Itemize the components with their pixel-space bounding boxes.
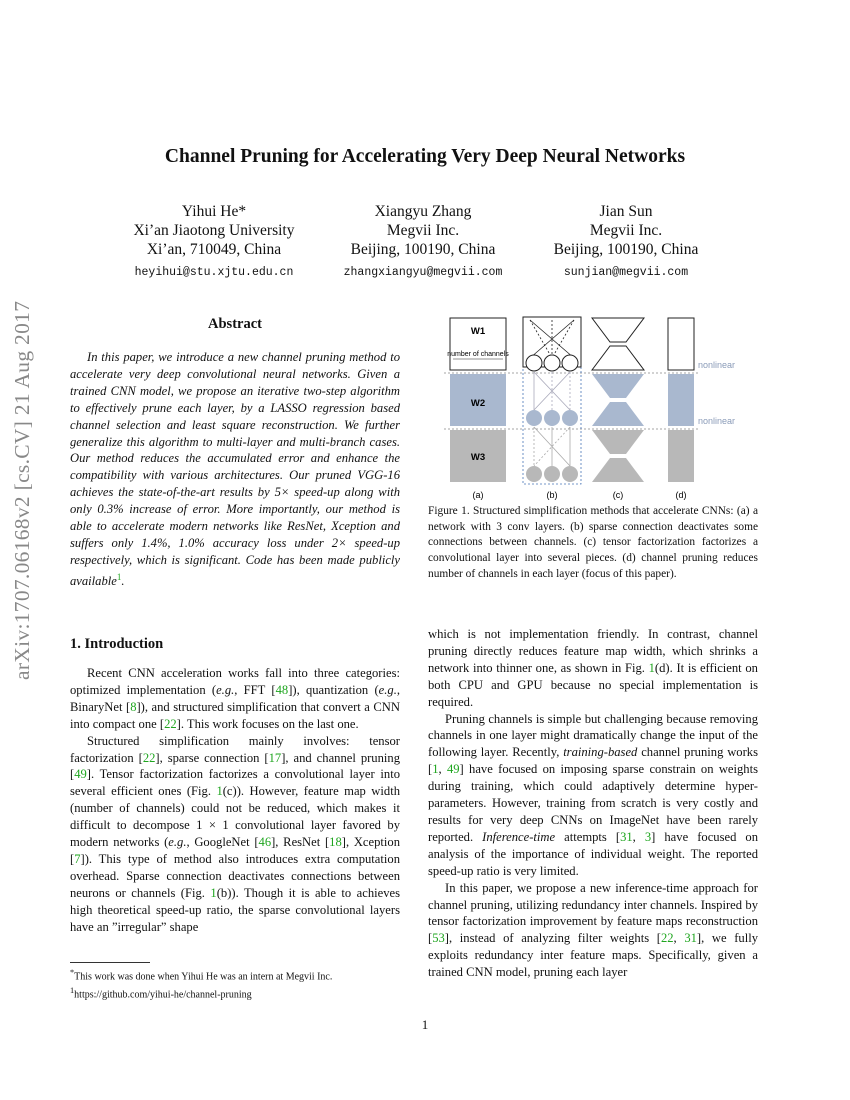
text: (c)). However, feature map width (number of channels) could not be reduced, which makes it difficult to decompose 1 × 1 convolutional layer favored by modern networks (: [70, 784, 400, 850]
text: (d). It is efficient on both CPU and GPU because no special implementation is required.: [428, 660, 758, 709]
citation-link[interactable]: 7: [74, 851, 81, 866]
connection: [530, 320, 552, 358]
subfig-label: (a): [472, 490, 484, 500]
figure-link[interactable]: 1: [648, 660, 655, 675]
citation-link[interactable]: 48: [275, 682, 289, 697]
text: , GoogleNet [: [186, 835, 259, 850]
neuron: [544, 466, 560, 482]
channel-pruning: [668, 318, 694, 482]
paragraph: [70, 733, 400, 936]
neuron: [526, 355, 542, 371]
author-name: Jian Sun: [599, 203, 653, 220]
subfig-label: (d): [675, 490, 687, 500]
figure-link[interactable]: 1: [210, 885, 217, 900]
factor-piece: [592, 402, 644, 426]
text: ,: [632, 829, 645, 844]
nonlinear-label: nonlinear: [698, 360, 736, 370]
factor-piece: [592, 346, 644, 370]
factor-piece: [592, 374, 644, 398]
text: ], instead of analyzing filter weights [: [444, 931, 661, 946]
layer-w3-label: W3: [470, 452, 486, 463]
subfig-label: (c): [612, 490, 624, 500]
text: ]. Tensor factorization factorizes a convolutional layer into several efficient ones (Fig.: [70, 767, 400, 799]
citation-link[interactable]: 49: [446, 762, 460, 777]
abstract-period: .: [121, 573, 125, 588]
citation-link[interactable]: 22: [142, 750, 156, 765]
footnote-ref[interactable]: 1: [116, 571, 122, 582]
abstract-text: In this paper, we introduce a new channel pruning method to accelerate very deep convolutional neural networks. Given a trained CNN model, we propose an iterative two-step algorithm to effectively prune each layer, by a LASSO regression based channel selection and least square reconstruction. We further generalize this algorithm to multi-layer and multi-branch cases. Our method reduces the accumulated error and enhance the compatibility with various architectures. Our pruned VGG-16 achieves the state-of-the-art results by 5× speed-up along with only 0.3% increase of error. More importantly, our method is able to accelerate modern networks like ResNet, Xception and suffers only 1.4%, 1.0% accuracy loss under 2× speed-up respectively, which is significant. Code has been made publicly available: [70, 350, 400, 588]
abstract-heading: Abstract: [208, 316, 262, 332]
citation-link[interactable]: 18: [329, 835, 342, 850]
channels-label: number of channels: [447, 351, 509, 358]
author-affiliation: Megvii Inc.: [386, 222, 460, 239]
text: ]), quantization (: [288, 682, 379, 697]
arxiv-sidebar: [10, 300, 50, 710]
introduction-body: [70, 665, 400, 936]
text: ], Xception [: [70, 835, 400, 866]
text: Structured simplification mainly involves: tensor factorization [: [70, 733, 400, 765]
tensor-factorization: [592, 318, 644, 482]
text: ], we fully exploits redundancy inter feature maps. Specifically, given a trained CNN model, pruning each layer: [428, 931, 759, 980]
author-address: Xi’an, 710049, China: [146, 241, 282, 258]
author-block: [104, 202, 324, 282]
layer-w2-label: W2: [470, 398, 486, 409]
connection: [552, 320, 574, 358]
author-affiliation: Megvii Inc.: [589, 222, 663, 239]
author-affiliation: Xi’an Jiaotong University: [133, 222, 295, 239]
author-email[interactable]: sunjian@megvii.com: [563, 266, 689, 279]
citation-link[interactable]: 53: [432, 931, 445, 946]
nonlinear-label: nonlinear: [698, 416, 736, 426]
figure-1-caption: Figure 1. Structured simplification methods that accelerate CNNs: (a) a network with 3 conv layers. (b) sparse connection deactivates some connections between channels. (c) tensor factorization factorizes a convolutional layer into several pieces. (d) channel pruning reduces number of channels in each layer (focus of this paper).: [428, 505, 758, 580]
figure-link[interactable]: 1: [216, 784, 223, 799]
pruned-layer-1: [668, 318, 694, 370]
citation-link[interactable]: 8: [130, 699, 137, 714]
text-italic: e.g.: [216, 682, 235, 697]
citation-link[interactable]: 22: [660, 931, 674, 946]
right-column-body: [428, 626, 758, 981]
neuron: [544, 355, 560, 371]
text: ] have focused on imposing sparse constrain on weights during training, which could adaptively determine hyper-parameters. However, training from scratch is very costly and results for very deep CNNs on ImageNet have been rarely reported.: [428, 762, 758, 844]
neuron: [544, 410, 560, 426]
paragraph: [428, 880, 758, 981]
text: ], ResNet [: [271, 835, 330, 850]
author-block: [313, 202, 533, 282]
citation-link[interactable]: 46: [258, 835, 272, 850]
author-block: [516, 202, 736, 282]
text: Recent CNN acceleration works fall into three categories: optimized implementation (: [70, 666, 400, 697]
author-email[interactable]: zhangxiangyu@megvii.com: [343, 266, 503, 279]
citation-link[interactable]: 1: [432, 762, 439, 777]
footnote-link[interactable]: https://github.com/yihui-he/channel-pruning: [74, 989, 252, 1001]
citation-link[interactable]: 22: [164, 716, 177, 731]
paragraph: [70, 665, 400, 733]
text: ]). This type of method also introduces extra computation overhead. Sparse connection deactivates connections between neurons or channels (Fig.: [70, 851, 400, 900]
page-number: 1: [421, 1017, 429, 1032]
text: Pruning channels is simple but challenging because removing channels in one layer might dramatically change the input of the following layer. Recently,: [428, 711, 758, 760]
pruned-layer-2: [668, 374, 694, 426]
footnote-mark: *: [70, 968, 75, 977]
author-address: Beijing, 100190, China: [553, 241, 699, 258]
text: attempts [: [555, 829, 621, 844]
factor-piece: [592, 430, 644, 454]
footnote-rule: [70, 962, 150, 963]
citation-link[interactable]: 31: [620, 829, 633, 844]
footnote-mark: 1: [70, 985, 75, 995]
neuron: [562, 466, 578, 482]
abstract-body: [70, 349, 400, 590]
text: , FFT [: [234, 682, 276, 697]
arxiv-id[interactable]: arXiv:1707.06168v2 [cs.CV] 21 Aug 2017: [10, 300, 34, 680]
sparse-network: [523, 317, 581, 484]
citation-link[interactable]: 31: [684, 931, 697, 946]
text: ], sparse connection [: [155, 750, 269, 765]
paper-title: Channel Pruning for Accelerating Very Deep Neural Networks: [164, 146, 686, 167]
footnote: [70, 984, 400, 1002]
text: channel pruning works [: [428, 745, 758, 777]
factor-piece: [592, 318, 644, 342]
section-heading-introduction: 1. Introduction: [70, 636, 164, 652]
layer-w1-label: W1: [470, 326, 486, 337]
text-italic: training-based: [563, 745, 638, 760]
citation-link[interactable]: 17: [268, 750, 282, 765]
text: ]. This work focuses on the last one.: [176, 716, 359, 731]
author-email[interactable]: heyihui@stu.xjtu.edu.cn: [134, 266, 294, 279]
figure-1: [442, 312, 742, 502]
paragraph: [428, 711, 758, 880]
text-italic: e.g.: [378, 682, 397, 697]
text: ,: [438, 762, 447, 777]
text-italic: e.g.: [168, 835, 187, 850]
text: (b)). Though it is able to achieves high theoretical speed-up ratio, the sparse convolutional layers have an ”irregular” shape: [70, 885, 400, 934]
citation-link[interactable]: 49: [74, 767, 87, 782]
subfig-label: (b): [546, 490, 558, 500]
author-name: Xiangyu Zhang: [374, 203, 472, 220]
neuron: [526, 410, 542, 426]
text: , BinaryNet [: [70, 682, 400, 714]
text: ], and channel pruning [: [70, 750, 400, 782]
author-name: Yihui He*: [181, 203, 247, 220]
footnotes: [70, 966, 400, 1002]
text-italic: Inference-time: [482, 829, 556, 844]
text: ]), and structured simplification that convert a CNN into compact one [: [70, 699, 400, 731]
text: ,: [673, 931, 685, 946]
text: In this paper, we propose a new inference-time approach for channel pruning, utilizing redundancy inter channels. Inspired by tensor factorization improvement by feature maps reconstruction [: [428, 880, 758, 946]
text: which is not implementation friendly. In contrast, channel pruning directly reduces feature map width, which shrinks a network into thinner one, as shown in Fig.: [428, 627, 758, 675]
neuron: [526, 466, 542, 482]
neuron: [562, 410, 578, 426]
paragraph: [428, 626, 758, 711]
text: ] have focused on analysis of the importance of individual weight. The reported speed-up ratio is very limited.: [428, 829, 758, 878]
footnote-text: This work was done when Yihui He was an intern at Megvii Inc.: [74, 971, 333, 983]
citation-link[interactable]: 3: [644, 829, 652, 844]
author-address: Beijing, 100190, China: [350, 241, 496, 258]
pruned-layer-3: [668, 430, 694, 482]
footnote: [70, 966, 400, 984]
neuron: [562, 355, 578, 371]
factor-piece: [592, 458, 644, 482]
figure-1-diagram: [442, 312, 742, 502]
